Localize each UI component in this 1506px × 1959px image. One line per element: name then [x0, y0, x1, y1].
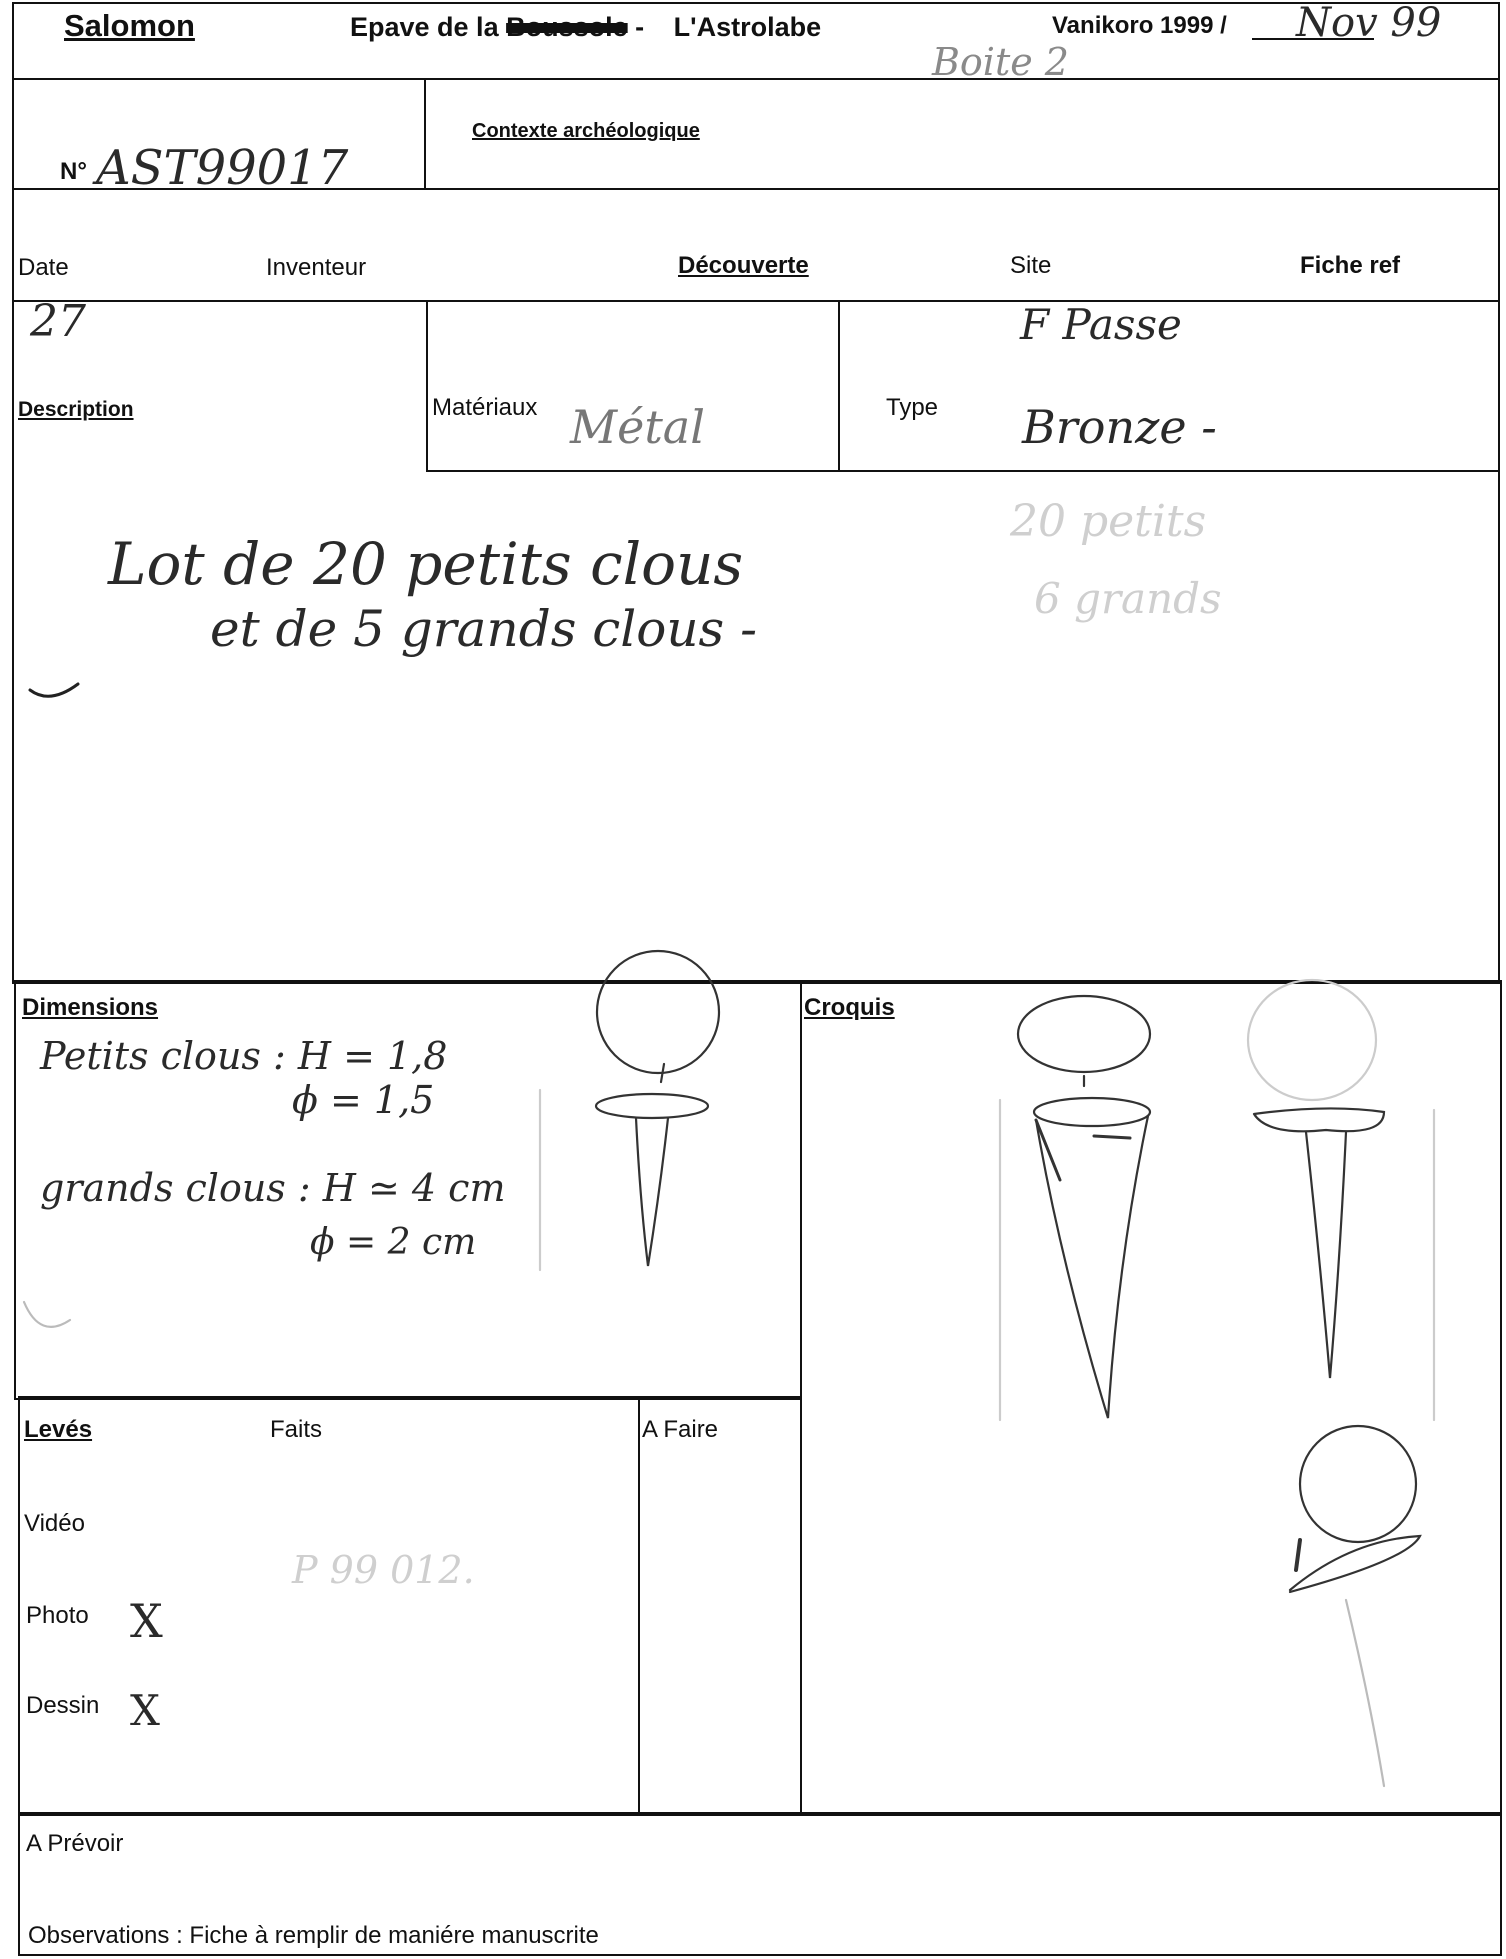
video-label: Vidéo	[24, 1510, 85, 1537]
margin-scribble-faint	[24, 1302, 70, 1327]
wreck-sep: -	[635, 12, 645, 42]
site-label: Site	[1010, 252, 1052, 279]
wreck-name: L'Astrolabe	[673, 12, 822, 42]
margin-scribble	[30, 684, 78, 696]
drawing-label: Dessin	[26, 1692, 100, 1719]
t-nail-drawing	[1248, 980, 1434, 1420]
small-nail-drawing	[540, 951, 719, 1270]
surveys-label: Levés	[24, 1416, 93, 1443]
hw-type: Bronze -	[1022, 400, 1217, 454]
company-name: Salomon	[64, 8, 195, 43]
description-label: Description	[18, 398, 134, 421]
expedition-label: Vanikoro 1999 /	[1052, 12, 1227, 39]
inventor-label: Inventeur	[266, 254, 367, 281]
wreck-struck: Boussole	[506, 12, 628, 42]
hw-description-line1: Lot de 20 petits clous	[108, 530, 744, 598]
hw-small-diameter: ϕ = 1,5	[292, 1078, 435, 1122]
faint-note-line1: 20 petits	[1010, 496, 1207, 547]
large-nail-drawing	[1000, 996, 1150, 1420]
discovery-label: Découverte	[678, 252, 809, 279]
fiche-ref-label: Fiche ref	[1300, 252, 1401, 279]
context-label: Contexte archéologique	[472, 120, 700, 142]
wreck-prefix: Epave de la	[350, 12, 499, 42]
faint-photo-ref: P 99 012.	[292, 1548, 475, 1592]
hw-big-nails: grands clous : H ≃ 4 cm	[40, 1166, 506, 1210]
hw-materials: Métal	[570, 400, 705, 454]
sketch-label: Croquis	[804, 994, 895, 1021]
hw-box: Boite 2	[932, 40, 1069, 84]
hw-month: Nov 99	[1296, 0, 1442, 46]
hw-small-nails: Petits clous : H = 1,8	[40, 1034, 448, 1078]
hw-big-diameter: ϕ = 2 cm	[310, 1222, 477, 1263]
type-label: Type	[886, 394, 939, 421]
date-label: Date	[18, 254, 69, 281]
drawing-mark: X	[130, 1686, 160, 1735]
hw-site: F Passe	[1020, 300, 1182, 349]
faint-note-line2: 6 grands	[1034, 574, 1222, 623]
hw-date: 27	[30, 296, 86, 347]
materials-label: Matériaux	[432, 394, 538, 421]
plan-label: A Prévoir	[26, 1830, 124, 1857]
round-head-nail-drawing	[1290, 1426, 1420, 1786]
photo-label: Photo	[26, 1602, 89, 1629]
observations-text: Observations : Fiche à remplir de maniére manuscrite	[28, 1922, 599, 1949]
dimensions-label: Dimensions	[22, 994, 159, 1021]
hw-description-line2: et de 5 grands clous -	[210, 600, 757, 658]
done-label: Faits	[270, 1416, 323, 1443]
hw-id-number: AST99017	[96, 140, 349, 196]
todo-label: A Faire	[642, 1416, 719, 1443]
id-label: N°	[60, 158, 87, 185]
photo-mark: X	[130, 1594, 163, 1648]
